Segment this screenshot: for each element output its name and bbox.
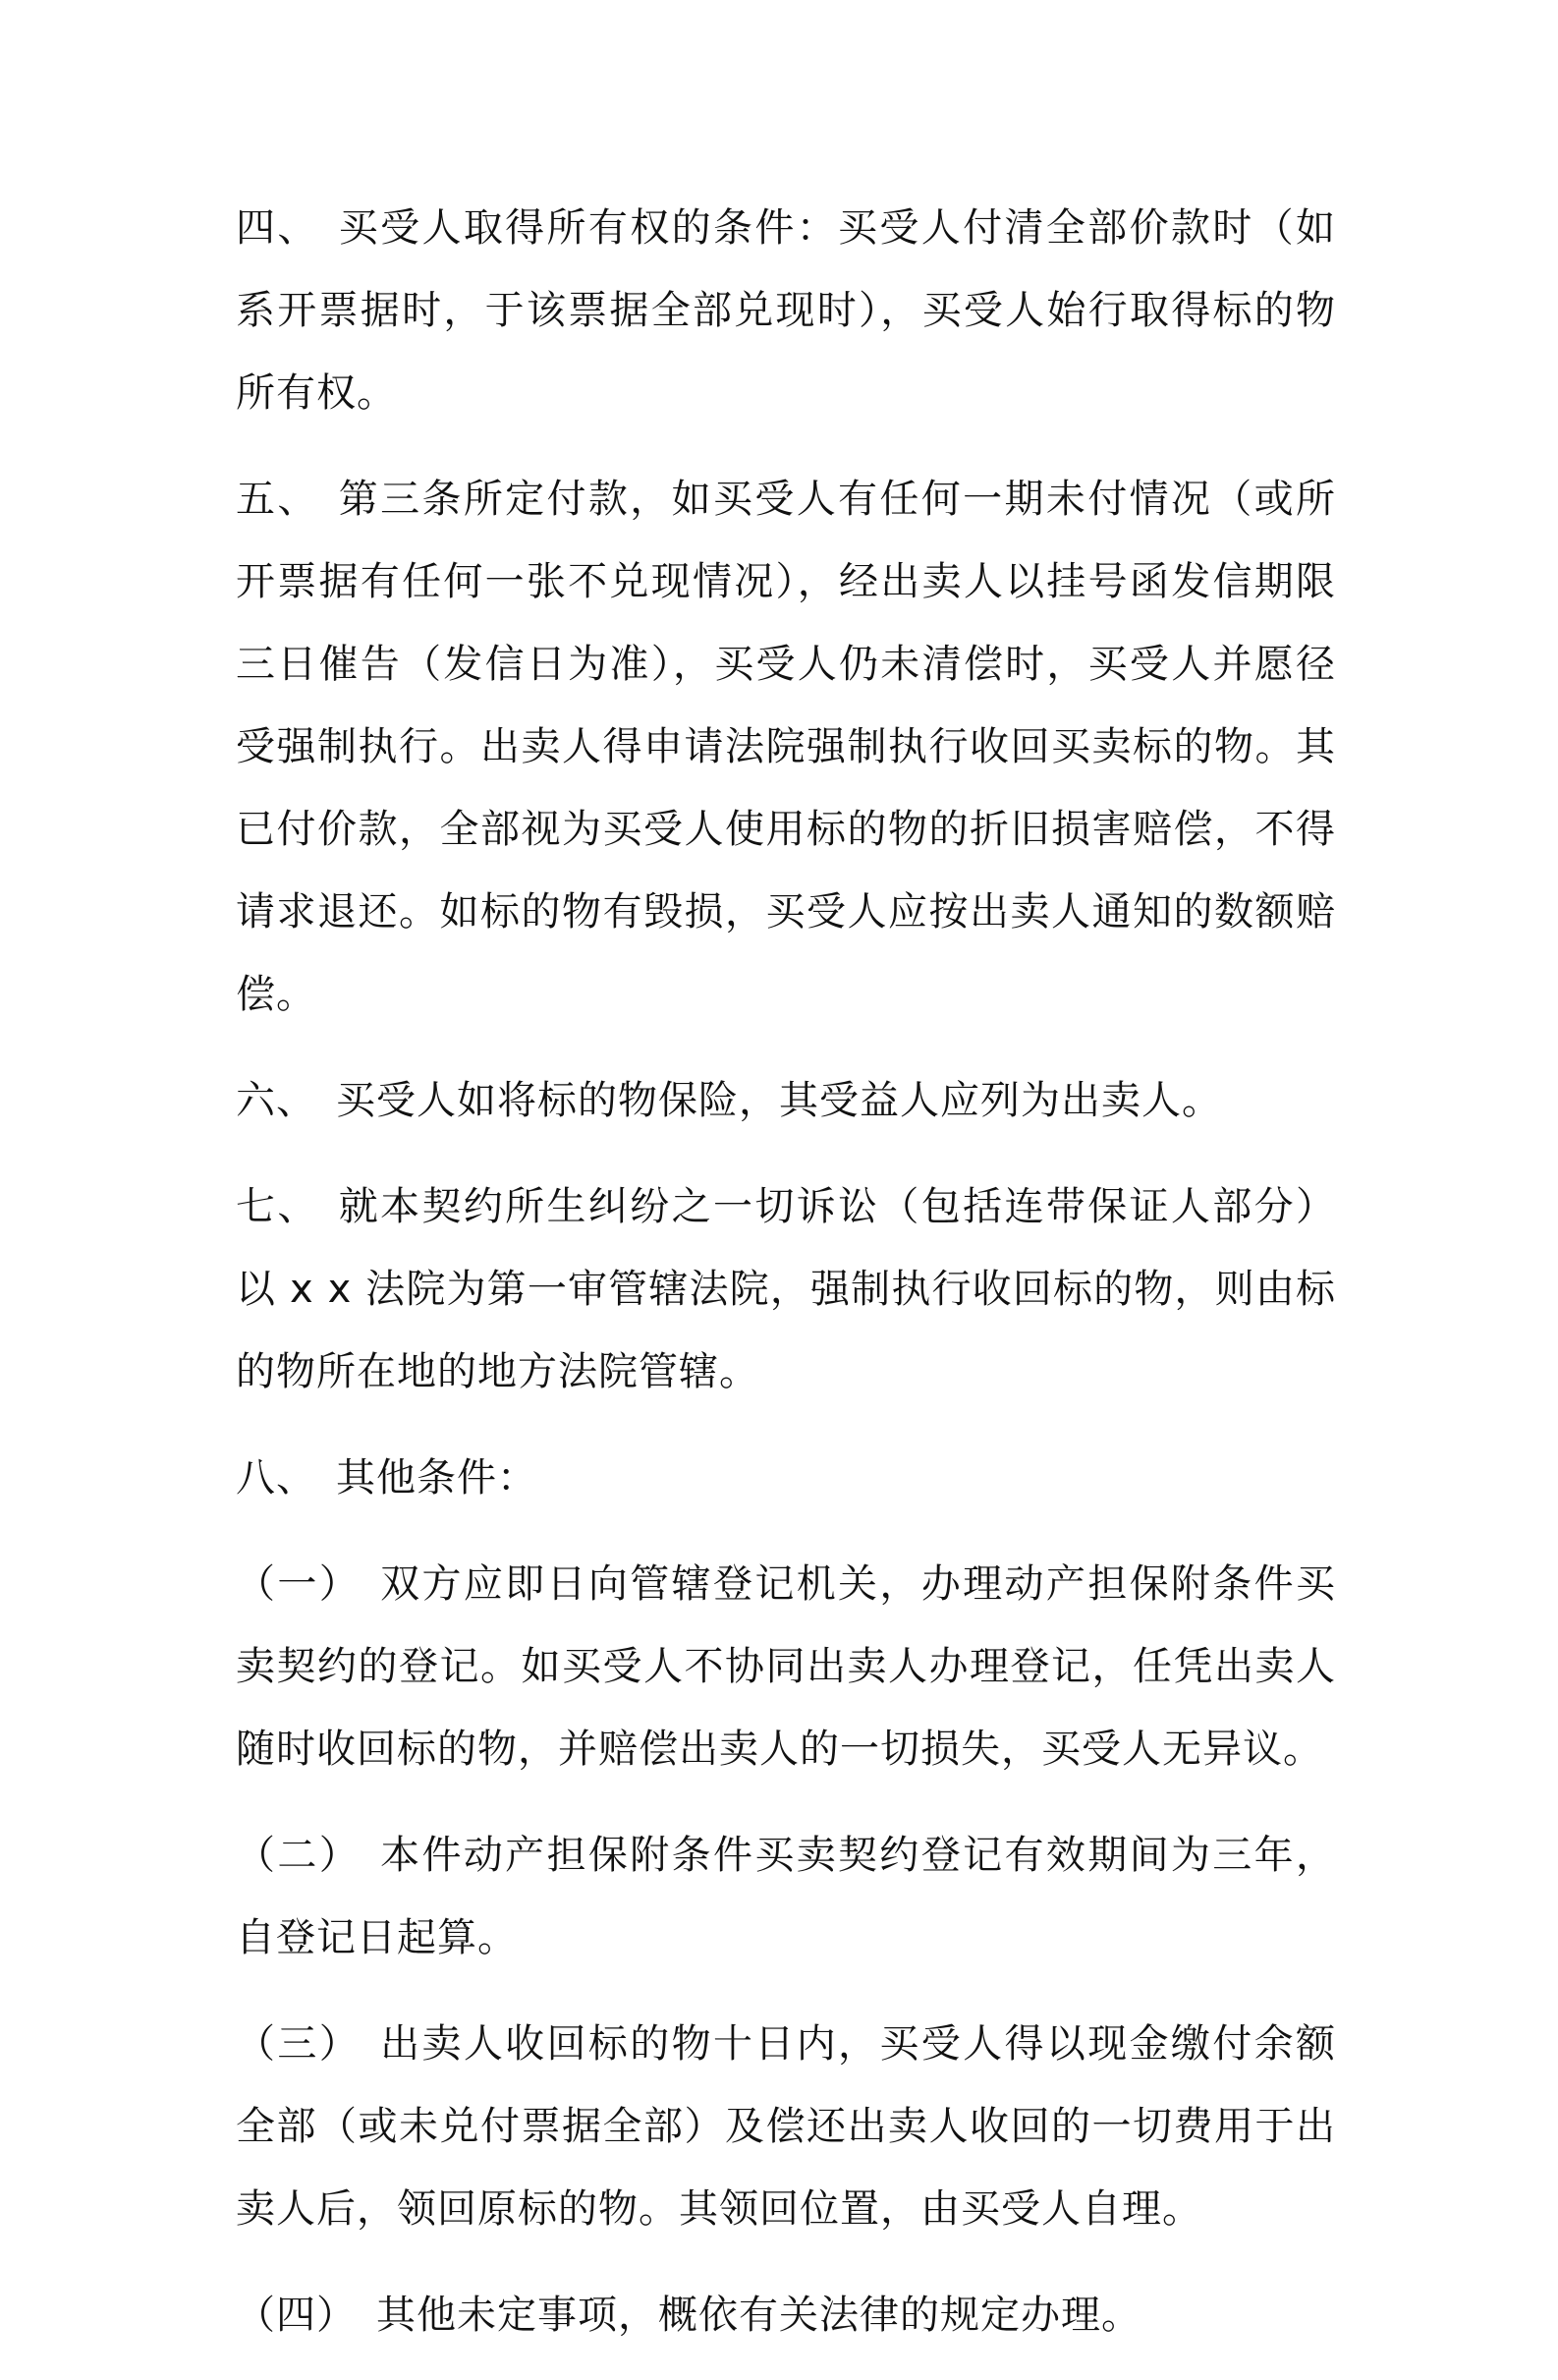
clause-4: [236, 187, 1336, 434]
document-page: [236, 187, 1336, 2380]
clause-7: [236, 1165, 1336, 1413]
clause-number: 八、: [236, 1455, 316, 1501]
sub-clause-4: [236, 2274, 1336, 2356]
clause-text: 其他条件：: [336, 1455, 537, 1501]
sub-clause-text: 出卖人收回标的物十日内，买受人得以现金缴付余额全部（或未兑付票据全部）及偿还出卖人收回的一切费用于出卖人后，领回原标的物。其领回位置，由买受人自理。: [236, 2021, 1337, 2232]
sub-clause-2: [236, 1814, 1336, 1979]
sub-clause-text: 本件动产担保附条件买卖契约登记有效期间为三年，自登记日起算。: [236, 1833, 1337, 1960]
sub-clause-3: [236, 2003, 1336, 2250]
sub-clause-number: （一）: [236, 1561, 362, 1607]
sub-clause-number: （三）: [236, 2021, 362, 2067]
clause-5: [236, 458, 1336, 1036]
sub-clause-1: [236, 1543, 1336, 1790]
clause-number: 七、: [236, 1184, 319, 1229]
clause-number: 六、: [236, 1078, 316, 1123]
clause-number: 四、: [236, 205, 319, 251]
clause-text: 买受人如将标的物保险，其受益人应列为出卖人。: [336, 1078, 1222, 1123]
clause-6: [236, 1059, 1336, 1142]
sub-clause-number: （四）: [236, 2293, 357, 2338]
clause-text: 买受人取得所有权的条件：买受人付清全部价款时（如系开票据时，于该票据全部兑现时），买受人始行取得标的物所有权。: [236, 205, 1337, 416]
clause-8: [236, 1437, 1336, 1519]
clause-text: 就本契约所生纠纷之一切诉讼（包括连带保证人部分）以 x x 法院为第一审管辖法院，强制执行收回标的物，则由标的物所在地的地方法院管辖。: [236, 1184, 1337, 1394]
sub-clause-number: （二）: [236, 1833, 362, 1878]
clause-number: 五、: [236, 477, 319, 522]
clause-text: 第三条所定付款，如买受人有任何一期未付情况（或所开票据有任何一张不兑现情况），经出卖人以挂号函发信期限三日催告（发信日为准），买受人仍未清偿时，买受人并愿径受强制执行。出卖人得申请法院强制执行收回买卖标的物。其已付价款，全部视为买受人使用标的物的折旧损害赔偿，不得请求退还。如标的物有毁损，买受人应按出卖人通知的数额赔偿。: [236, 477, 1337, 1017]
sub-clause-text: 其他未定事项，概依有关法律的规定办理。: [376, 2293, 1141, 2338]
sub-clause-text: 双方应即日向管辖登记机关，办理动产担保附条件买卖契约的登记。如买受人不协同出卖人办理登记，任凭出卖人随时收回标的物，并赔偿出卖人的一切损失，买受人无异议。: [236, 1561, 1337, 1772]
